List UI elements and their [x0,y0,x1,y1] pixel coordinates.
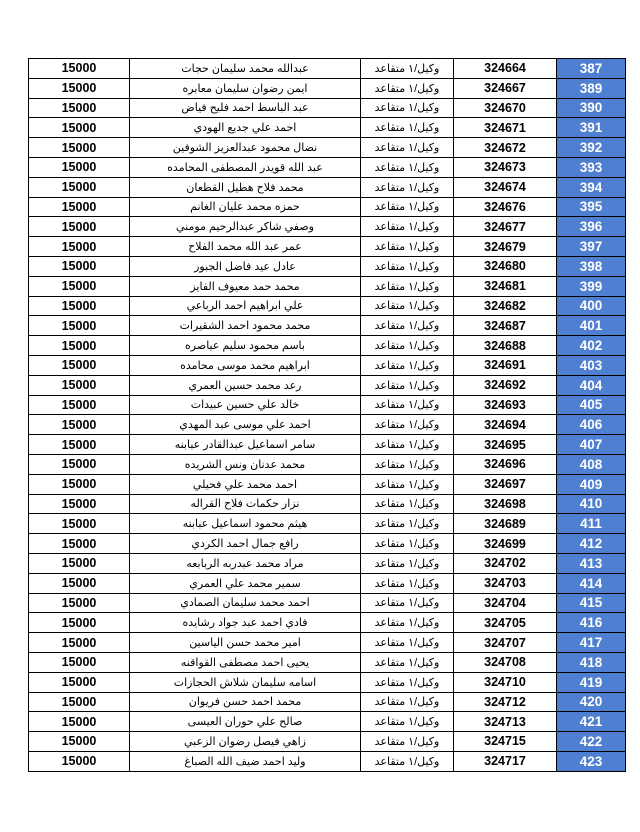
sequence-cell: 403 [557,355,626,375]
name-cell: عادل عيد فاضل الجبور [130,256,361,276]
table-body [29,59,626,772]
table-row [29,494,626,514]
rank-cell: وكيل/١ متقاعد [361,415,454,435]
amount-cell: 15000 [29,415,130,435]
sequence-cell: 417 [557,633,626,653]
table-row [29,415,626,435]
name-cell: محمد احمد حسن فريوان [130,692,361,712]
rank-cell: وكيل/١ متقاعد [361,514,454,534]
rank-cell: وكيل/١ متقاعد [361,217,454,237]
table-row [29,197,626,217]
name-cell: وصفي شاكر عبدالرحيم مومني [130,217,361,237]
code-cell: 324687 [454,316,557,336]
sequence-cell: 399 [557,276,626,296]
name-cell: خالد علي حسين عبيدات [130,395,361,415]
name-cell: باسم محمود سليم عياصره [130,336,361,356]
table-row [29,692,626,712]
name-cell: زاهي فيصل رضوان الزعبي [130,732,361,752]
code-cell: 324692 [454,375,557,395]
code-cell: 324703 [454,573,557,593]
rank-cell: وكيل/١ متقاعد [361,712,454,732]
rank-cell: وكيل/١ متقاعد [361,177,454,197]
name-cell: احمد علي جديع الهودي [130,118,361,138]
code-cell: 324667 [454,78,557,98]
sequence-cell: 408 [557,454,626,474]
code-cell: 324670 [454,98,557,118]
name-cell: صالح علي حوران العيسى [130,712,361,732]
table-row [29,157,626,177]
table-row [29,732,626,752]
code-cell: 324708 [454,652,557,672]
amount-cell: 15000 [29,256,130,276]
amount-cell: 15000 [29,197,130,217]
rank-cell: وكيل/١ متقاعد [361,197,454,217]
table-row [29,118,626,138]
code-cell: 324689 [454,514,557,534]
rank-cell: وكيل/١ متقاعد [361,256,454,276]
name-cell: علي ابراهيم احمد الرباعي [130,296,361,316]
table-row [29,78,626,98]
table-row [29,296,626,316]
table-row [29,534,626,554]
sequence-cell: 394 [557,177,626,197]
sequence-cell: 391 [557,118,626,138]
amount-cell: 15000 [29,573,130,593]
table-row [29,573,626,593]
rank-cell: وكيل/١ متقاعد [361,474,454,494]
table-row [29,454,626,474]
amount-cell: 15000 [29,652,130,672]
code-cell: 324681 [454,276,557,296]
name-cell: محمد محمود احمد الشقيرات [130,316,361,336]
name-cell: نزار حكمات فلاح القراله [130,494,361,514]
amount-cell: 15000 [29,98,130,118]
amount-cell: 15000 [29,454,130,474]
table-row [29,712,626,732]
amount-cell: 15000 [29,375,130,395]
code-cell: 324695 [454,435,557,455]
sequence-cell: 390 [557,98,626,118]
document-page [28,58,626,772]
sequence-cell: 413 [557,553,626,573]
rank-cell: وكيل/١ متقاعد [361,276,454,296]
amount-cell: 15000 [29,157,130,177]
sequence-cell: 396 [557,217,626,237]
amount-cell: 15000 [29,692,130,712]
rank-cell: وكيل/١ متقاعد [361,118,454,138]
sequence-cell: 411 [557,514,626,534]
name-cell: وليد احمد ضيف الله الصباغ [130,751,361,771]
code-cell: 324696 [454,454,557,474]
table-row [29,553,626,573]
table-row [29,177,626,197]
sequence-cell: 389 [557,78,626,98]
rank-cell: وكيل/١ متقاعد [361,237,454,257]
name-cell: احمد علي موسى عبد المهدي [130,415,361,435]
rank-cell: وكيل/١ متقاعد [361,672,454,692]
code-cell: 324717 [454,751,557,771]
rank-cell: وكيل/١ متقاعد [361,355,454,375]
sequence-cell: 410 [557,494,626,514]
code-cell: 324712 [454,692,557,712]
amount-cell: 15000 [29,494,130,514]
amount-cell: 15000 [29,395,130,415]
amount-cell: 15000 [29,355,130,375]
name-cell: سمير محمد علي العمري [130,573,361,593]
table-row [29,672,626,692]
code-cell: 324664 [454,59,557,79]
code-cell: 324693 [454,395,557,415]
name-cell: سامر اسماعيل عبدالقادر عبابنه [130,435,361,455]
code-cell: 324682 [454,296,557,316]
table-row [29,256,626,276]
amount-cell: 15000 [29,514,130,534]
name-cell: حمزه محمد عليان الغانم [130,197,361,217]
rank-cell: وكيل/١ متقاعد [361,296,454,316]
name-cell: محمد فلاح هطيل القطعان [130,177,361,197]
table-row [29,613,626,633]
table-row [29,633,626,653]
sequence-cell: 387 [557,59,626,79]
amount-cell: 15000 [29,237,130,257]
sequence-cell: 400 [557,296,626,316]
sequence-cell: 402 [557,336,626,356]
table-row [29,276,626,296]
name-cell: اسامه سليمان شلاش الحجازات [130,672,361,692]
sequence-cell: 404 [557,375,626,395]
code-cell: 324679 [454,237,557,257]
rank-cell: وكيل/١ متقاعد [361,138,454,158]
amount-cell: 15000 [29,296,130,316]
sequence-cell: 416 [557,613,626,633]
name-cell: عبدالله محمد سليمان حجات [130,59,361,79]
amount-cell: 15000 [29,336,130,356]
table-row [29,336,626,356]
code-cell: 324672 [454,138,557,158]
personnel-table [28,58,626,772]
code-cell: 324704 [454,593,557,613]
amount-cell: 15000 [29,593,130,613]
sequence-cell: 412 [557,534,626,554]
rank-cell: وكيل/١ متقاعد [361,435,454,455]
code-cell: 324697 [454,474,557,494]
amount-cell: 15000 [29,732,130,752]
rank-cell: وكيل/١ متقاعد [361,593,454,613]
rank-cell: وكيل/١ متقاعد [361,573,454,593]
amount-cell: 15000 [29,217,130,237]
name-cell: عبد الباسط احمد فليح فياض [130,98,361,118]
table-row [29,237,626,257]
table-row [29,98,626,118]
sequence-cell: 409 [557,474,626,494]
rank-cell: وكيل/١ متقاعد [361,98,454,118]
code-cell: 324673 [454,157,557,177]
code-cell: 324715 [454,732,557,752]
rank-cell: وكيل/١ متقاعد [361,494,454,514]
sequence-cell: 419 [557,672,626,692]
table-row [29,751,626,771]
code-cell: 324671 [454,118,557,138]
rank-cell: وكيل/١ متقاعد [361,316,454,336]
table-row [29,217,626,237]
code-cell: 324710 [454,672,557,692]
name-cell: فادي احمد عبد جواد رشايده [130,613,361,633]
name-cell: عمر عبد الله محمد الفلاح [130,237,361,257]
rank-cell: وكيل/١ متقاعد [361,157,454,177]
rank-cell: وكيل/١ متقاعد [361,732,454,752]
rank-cell: وكيل/١ متقاعد [361,652,454,672]
sequence-cell: 392 [557,138,626,158]
code-cell: 324694 [454,415,557,435]
amount-cell: 15000 [29,613,130,633]
name-cell: يحيى احمد مصطفى القواقنه [130,652,361,672]
name-cell: امير محمد حسن الياسين [130,633,361,653]
table-row [29,138,626,158]
code-cell: 324680 [454,256,557,276]
amount-cell: 15000 [29,78,130,98]
table-row [29,474,626,494]
amount-cell: 15000 [29,118,130,138]
sequence-cell: 407 [557,435,626,455]
amount-cell: 15000 [29,276,130,296]
amount-cell: 15000 [29,316,130,336]
amount-cell: 15000 [29,177,130,197]
code-cell: 324677 [454,217,557,237]
sequence-cell: 401 [557,316,626,336]
sequence-cell: 398 [557,256,626,276]
amount-cell: 15000 [29,435,130,455]
table-row [29,395,626,415]
amount-cell: 15000 [29,59,130,79]
code-cell: 324705 [454,613,557,633]
table-row [29,652,626,672]
name-cell: عبد الله قويدر المصطفى المحامده [130,157,361,177]
name-cell: هيثم محمود اسماعيل عبابنه [130,514,361,534]
rank-cell: وكيل/١ متقاعد [361,59,454,79]
sequence-cell: 423 [557,751,626,771]
sequence-cell: 421 [557,712,626,732]
name-cell: محمد عدنان ونس الشريده [130,454,361,474]
sequence-cell: 393 [557,157,626,177]
name-cell: ايمن رضوان سليمان معابره [130,78,361,98]
table-row [29,59,626,79]
rank-cell: وكيل/١ متقاعد [361,336,454,356]
name-cell: رعد محمد حسين العمري [130,375,361,395]
name-cell: ابراهيم محمد موسى محامده [130,355,361,375]
code-cell: 324707 [454,633,557,653]
rank-cell: وكيل/١ متقاعد [361,751,454,771]
sequence-cell: 422 [557,732,626,752]
table-row [29,593,626,613]
code-cell: 324713 [454,712,557,732]
sequence-cell: 406 [557,415,626,435]
table-row [29,355,626,375]
rank-cell: وكيل/١ متقاعد [361,454,454,474]
sequence-cell: 395 [557,197,626,217]
rank-cell: وكيل/١ متقاعد [361,395,454,415]
amount-cell: 15000 [29,138,130,158]
code-cell: 324676 [454,197,557,217]
table-row [29,435,626,455]
rank-cell: وكيل/١ متقاعد [361,375,454,395]
sequence-cell: 418 [557,652,626,672]
name-cell: احمد محمد سليمان الصمادي [130,593,361,613]
rank-cell: وكيل/١ متقاعد [361,692,454,712]
code-cell: 324691 [454,355,557,375]
rank-cell: وكيل/١ متقاعد [361,534,454,554]
amount-cell: 15000 [29,474,130,494]
amount-cell: 15000 [29,672,130,692]
amount-cell: 15000 [29,553,130,573]
amount-cell: 15000 [29,534,130,554]
name-cell: احمد محمد علي فحيلي [130,474,361,494]
name-cell: رافع جمال احمد الكردي [130,534,361,554]
code-cell: 324688 [454,336,557,356]
rank-cell: وكيل/١ متقاعد [361,78,454,98]
sequence-cell: 405 [557,395,626,415]
table-row [29,375,626,395]
name-cell: مراد محمد عبدربه الربابعه [130,553,361,573]
table-row [29,514,626,534]
amount-cell: 15000 [29,712,130,732]
code-cell: 324674 [454,177,557,197]
rank-cell: وكيل/١ متقاعد [361,613,454,633]
code-cell: 324702 [454,553,557,573]
sequence-cell: 397 [557,237,626,257]
rank-cell: وكيل/١ متقاعد [361,553,454,573]
table-row [29,316,626,336]
code-cell: 324699 [454,534,557,554]
amount-cell: 15000 [29,751,130,771]
name-cell: محمد حمد معيوف الفايز [130,276,361,296]
name-cell: نضال محمود عبدالعزيز الشوفين [130,138,361,158]
sequence-cell: 420 [557,692,626,712]
sequence-cell: 414 [557,573,626,593]
sequence-cell: 415 [557,593,626,613]
amount-cell: 15000 [29,633,130,653]
rank-cell: وكيل/١ متقاعد [361,633,454,653]
code-cell: 324698 [454,494,557,514]
